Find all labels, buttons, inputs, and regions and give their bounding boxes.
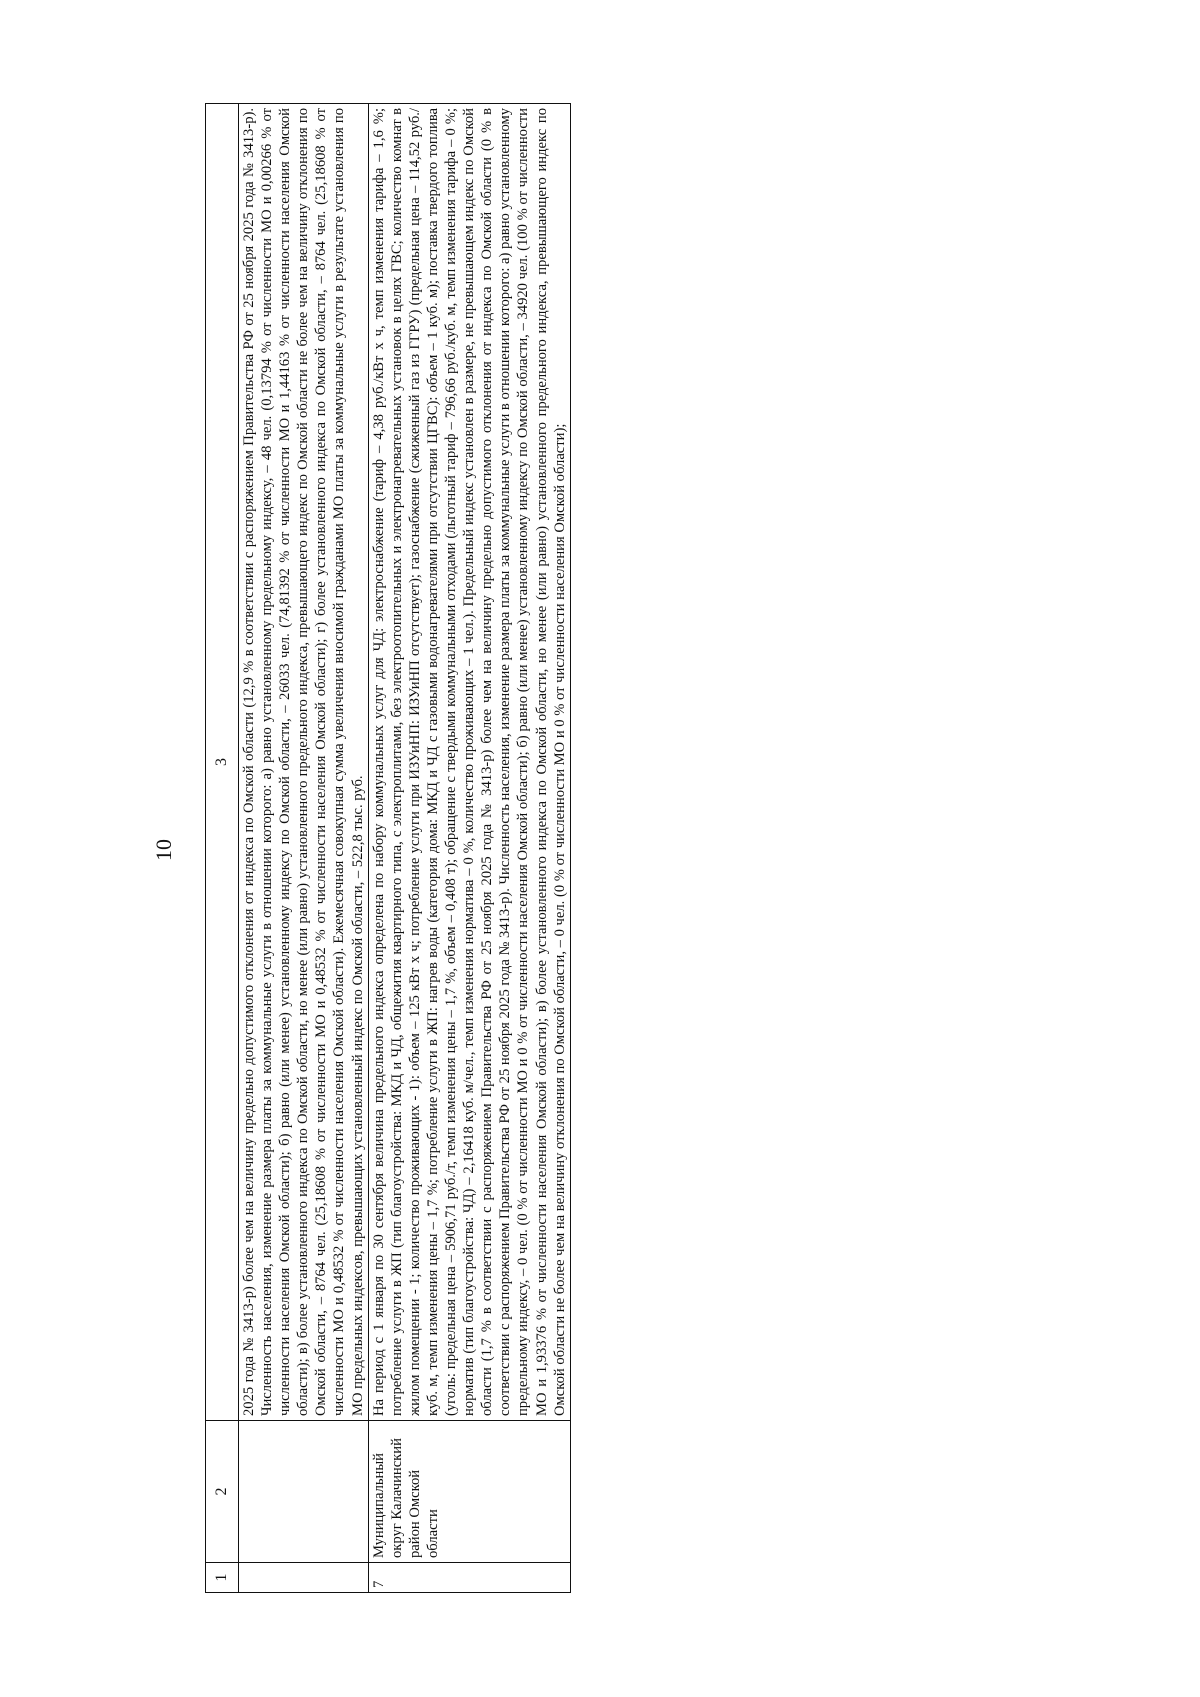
- header-col-3: 3: [206, 104, 239, 1421]
- data-table: [205, 103, 571, 1593]
- table-row: [368, 104, 570, 1593]
- header-col-2: 2: [206, 1421, 239, 1563]
- row-description: 2025 года № 3413-р) более чем на величину предельно допустимого отклонения от индекса по Омской области (12,9 % в соответствии с распоряжением Правительства РФ от 25 ноября 2025 года № 3413-р). Численность населения, изменение размера платы за коммунальные услуги в отношении которого: а) равно установленному предельному индексу, – 48 чел. (0,13794 % от численности МО и 0,00266 % от численности населения Омской области); б) равно (или менее) установленному индексу по Омской области, – 26033 чел. (74,81392 % от численности МО и 1,44163 % от численности населения Омской области); в) более установленного индекса по Омской области, но менее (или равно) установленного предельного индекса, превышающего индекс по Омской области не более чем на величину отклонения по Омской области, – 8764 чел. (25,18608 % от численности МО и 0,48532 % от численности населения Омской области); г) более установленного индекса по Омской области, – 8764 чел. (25,18608 % от численности МО и 0,48532 % от численности населения Омской области). Ежемесячная совокупная сумма увеличения вносимой гражданами МО платы за коммунальные услуги в результате установления по МО предельных индексов, превышающих установленный индекс по Омской области, – 522,8 тыс. руб.: [239, 104, 369, 1421]
- header-col-1: 1: [206, 1563, 239, 1593]
- table-header-row: [206, 104, 239, 1593]
- municipality-name: [239, 1421, 369, 1563]
- row-description: На период с 1 января по 30 сентября величина предельного индекса определена по набору коммунальных услуг для ЧД: электроснабжение (тариф – 4,38 руб./кВт х ч, темп изменения тарифа – 1,6 %; потребление услуги в ЖП (тип благоустройства: МКД и ЧД, общежития квартирного типа, с электроплитами, без электроотопительных и электронагревательных установок в целях ГВС; количество комнат в жилом помещении - 1; количество проживающих - 1): объем – 125 кВт х ч; потребление услуги при ИЗУиНП: ИЗУиНП отсутствует); газоснабжение (сжиженный газ из ГГРУ) (предельная цена – 114,52 руб./куб. м, темп изменения цены – 1,7 %; потребление услуги в ЖП: нагрев воды (категория дома: МКД и ЧД с газовыми водонагревателями при отсутствии ЦГВС): объем – 1 куб. м); поставка твердого топлива (уголь: предельная цена – 5906,71 руб./т, темп изменения цены – 1,7 %, объем – 0,408 т); обращение с твердыми коммунальными отходами (льготный тариф – 796,66 руб./куб. м, темп изменения тарифа – 0 %; норматив (тип благоустройства: ЧД) – 2,16418 куб. м/чел., темп изменения норматива – 0 %, количество проживающих – 1 чел.). Предельный индекс установлен в размере, не превышающем индекс по Омской области (1,7 % в соответствии с распоряжением Правительства РФ от 25 ноября 2025 года № 3413-р) более чем на величину предельно допустимого отклонения от индекса по Омской области (0 % в соответствии с распоряжением Правительства РФ от 25 ноября 2025 года № 3413-р). Численность населения, изменение размера платы за коммунальные услуги в отношении которого: а) равно установленному предельному индексу, – 0 чел. (0 % от численности МО и 0 % от численности населения Омской области); б) равно (или менее) установленному индексу по Омской области, – 34920 чел. (100 % от численности МО и 1,93376 % от численности населения Омской области); в) более установленного индекса по Омской области, но менее (или равно) установленного предельного индекса, превышающего индекс по Омской области не более чем на величину отклонения по Омской области, – 0 чел. (0 % от численности МО и 0 % от численности населения Омской области);: [368, 104, 570, 1421]
- rotated-table-container: [205, 103, 1095, 1593]
- row-number: 7: [368, 1563, 570, 1593]
- table-row: [239, 104, 369, 1593]
- municipality-name: Муниципальный округ Калачинский район Омской области: [368, 1421, 570, 1563]
- page-number: 10: [151, 839, 176, 861]
- row-number: [239, 1563, 369, 1593]
